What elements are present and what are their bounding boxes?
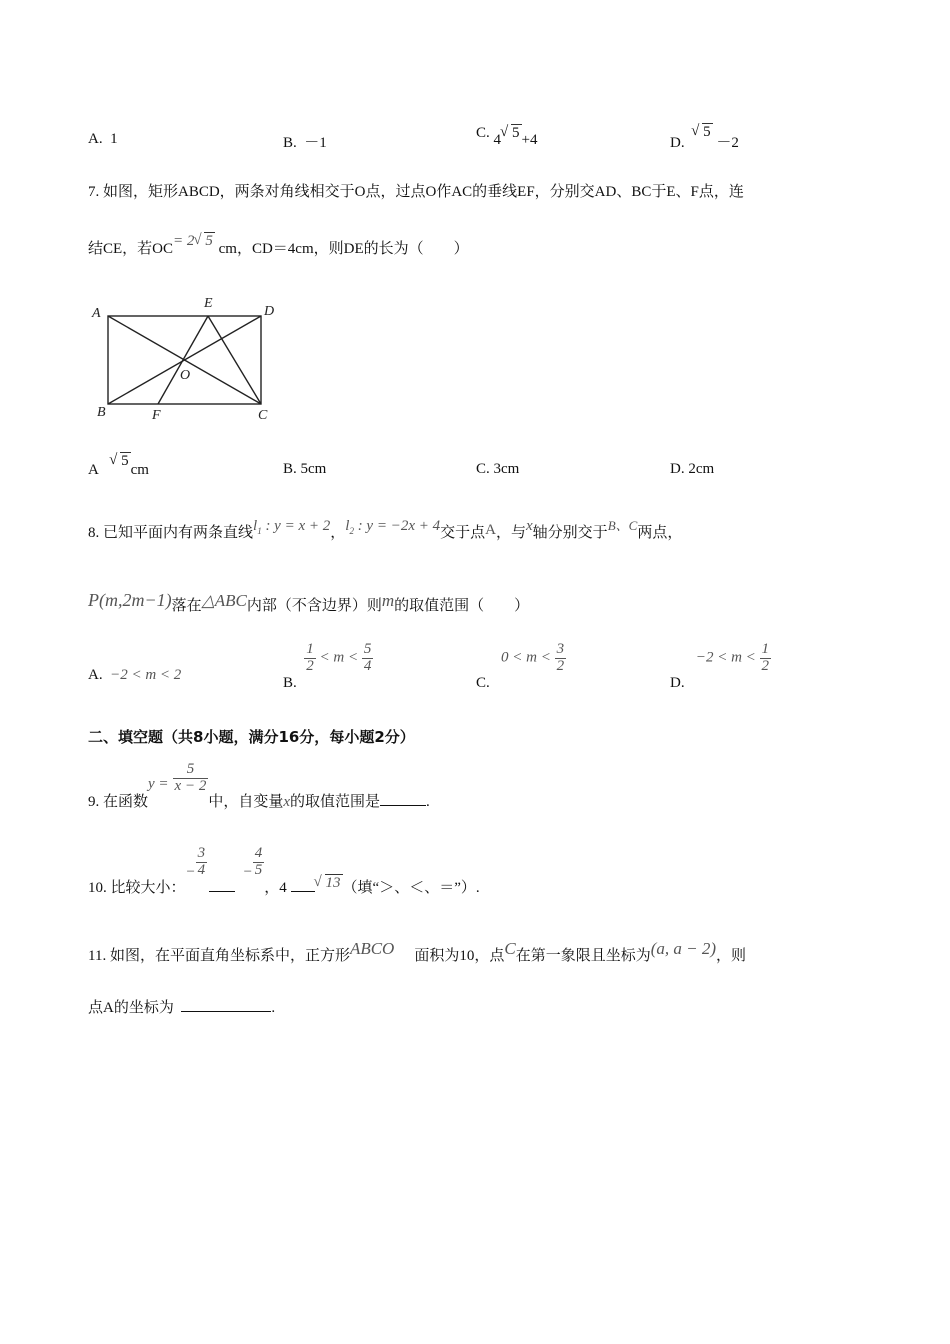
q6-option-b: B. －1 (283, 135, 327, 151)
segment-ef (158, 316, 208, 404)
q7-stem-line1: 7. 如图，矩形ABCD，两条对角线相交于O点，过点O作AC的垂线EF，分别交AD、BC于E、F点，连 (88, 184, 744, 200)
q8-stem-line1: 8. 已知平面内有两条直线$l_1$ : y = x + 2，$l_2$ : y = −2x + 4交于点A，与x轴分别交于B、C两点， (88, 518, 683, 541)
q8-option-b: B. $\frac{1}{2}$ < m < $\frac{5}{4}$ (283, 641, 372, 691)
q7-option-d: D. 2cm (670, 461, 715, 477)
q7-option-a: A √ 5cm (88, 452, 149, 470)
label-b: B (97, 405, 106, 420)
label-c: C (258, 408, 268, 423)
q6-option-a: A. 1 (88, 131, 118, 147)
q11-answer-blank[interactable] (181, 1011, 271, 1012)
q7-option-c: C. 3cm (476, 461, 520, 477)
q8-option-a: A. −2 < m < 2 (88, 667, 182, 683)
q10-blank-2[interactable] (291, 891, 315, 892)
q6-option-c: C. 4√ 5 +4 (476, 124, 537, 142)
q6-option-d: D. √ 5 －2 (670, 120, 739, 141)
q8-option-c: C. 0 < m < $\frac{3}{2}$ (476, 641, 565, 691)
q7-stem-line2: 结CE，若OC= 2√ 5 cm，CD＝4cm，则DE的长为（ ） (88, 237, 469, 258)
q11-stem-line1: 11. 如图，在平面直角坐标系中，正方形ABCO 面积为10，点C在第一象限且坐标为(a, a − 2)，则 (88, 939, 747, 964)
label-d: D (264, 304, 275, 319)
label-o: O (180, 368, 191, 383)
q10-blank-1[interactable] (209, 891, 235, 892)
q8-stem-line2: P(m,2m−1)落在△ABC内部（不含边界）则m的取值范围（ ） (88, 590, 530, 614)
q11-stem-line2: 点A的坐标为 . (88, 1000, 276, 1016)
q7-figure (86, 292, 286, 424)
label-f: F (152, 408, 161, 423)
segment-ce (208, 316, 261, 404)
section-fill-in-title: 二、填空题（共8小题，满分16分，每小题2分） (88, 728, 415, 746)
q9-answer-blank[interactable] (380, 805, 426, 806)
q7-option-b: B. 5cm (283, 461, 327, 477)
q8-option-d: D. −2 < m < $\frac{1}{2}$ (670, 641, 770, 691)
q10-stem: 10. 比较大小：− $\frac{3}{4}$ − $\frac{4}{5}$ ，4 √ 13 （填“＞、＜、＝”）. (88, 846, 480, 879)
label-e: E (204, 296, 213, 311)
label-a: A (92, 306, 101, 321)
q9-stem: 9. 在函数y = $\frac{5}{x - 2}$ 中，自变量x的取值范围是 . (88, 761, 430, 810)
